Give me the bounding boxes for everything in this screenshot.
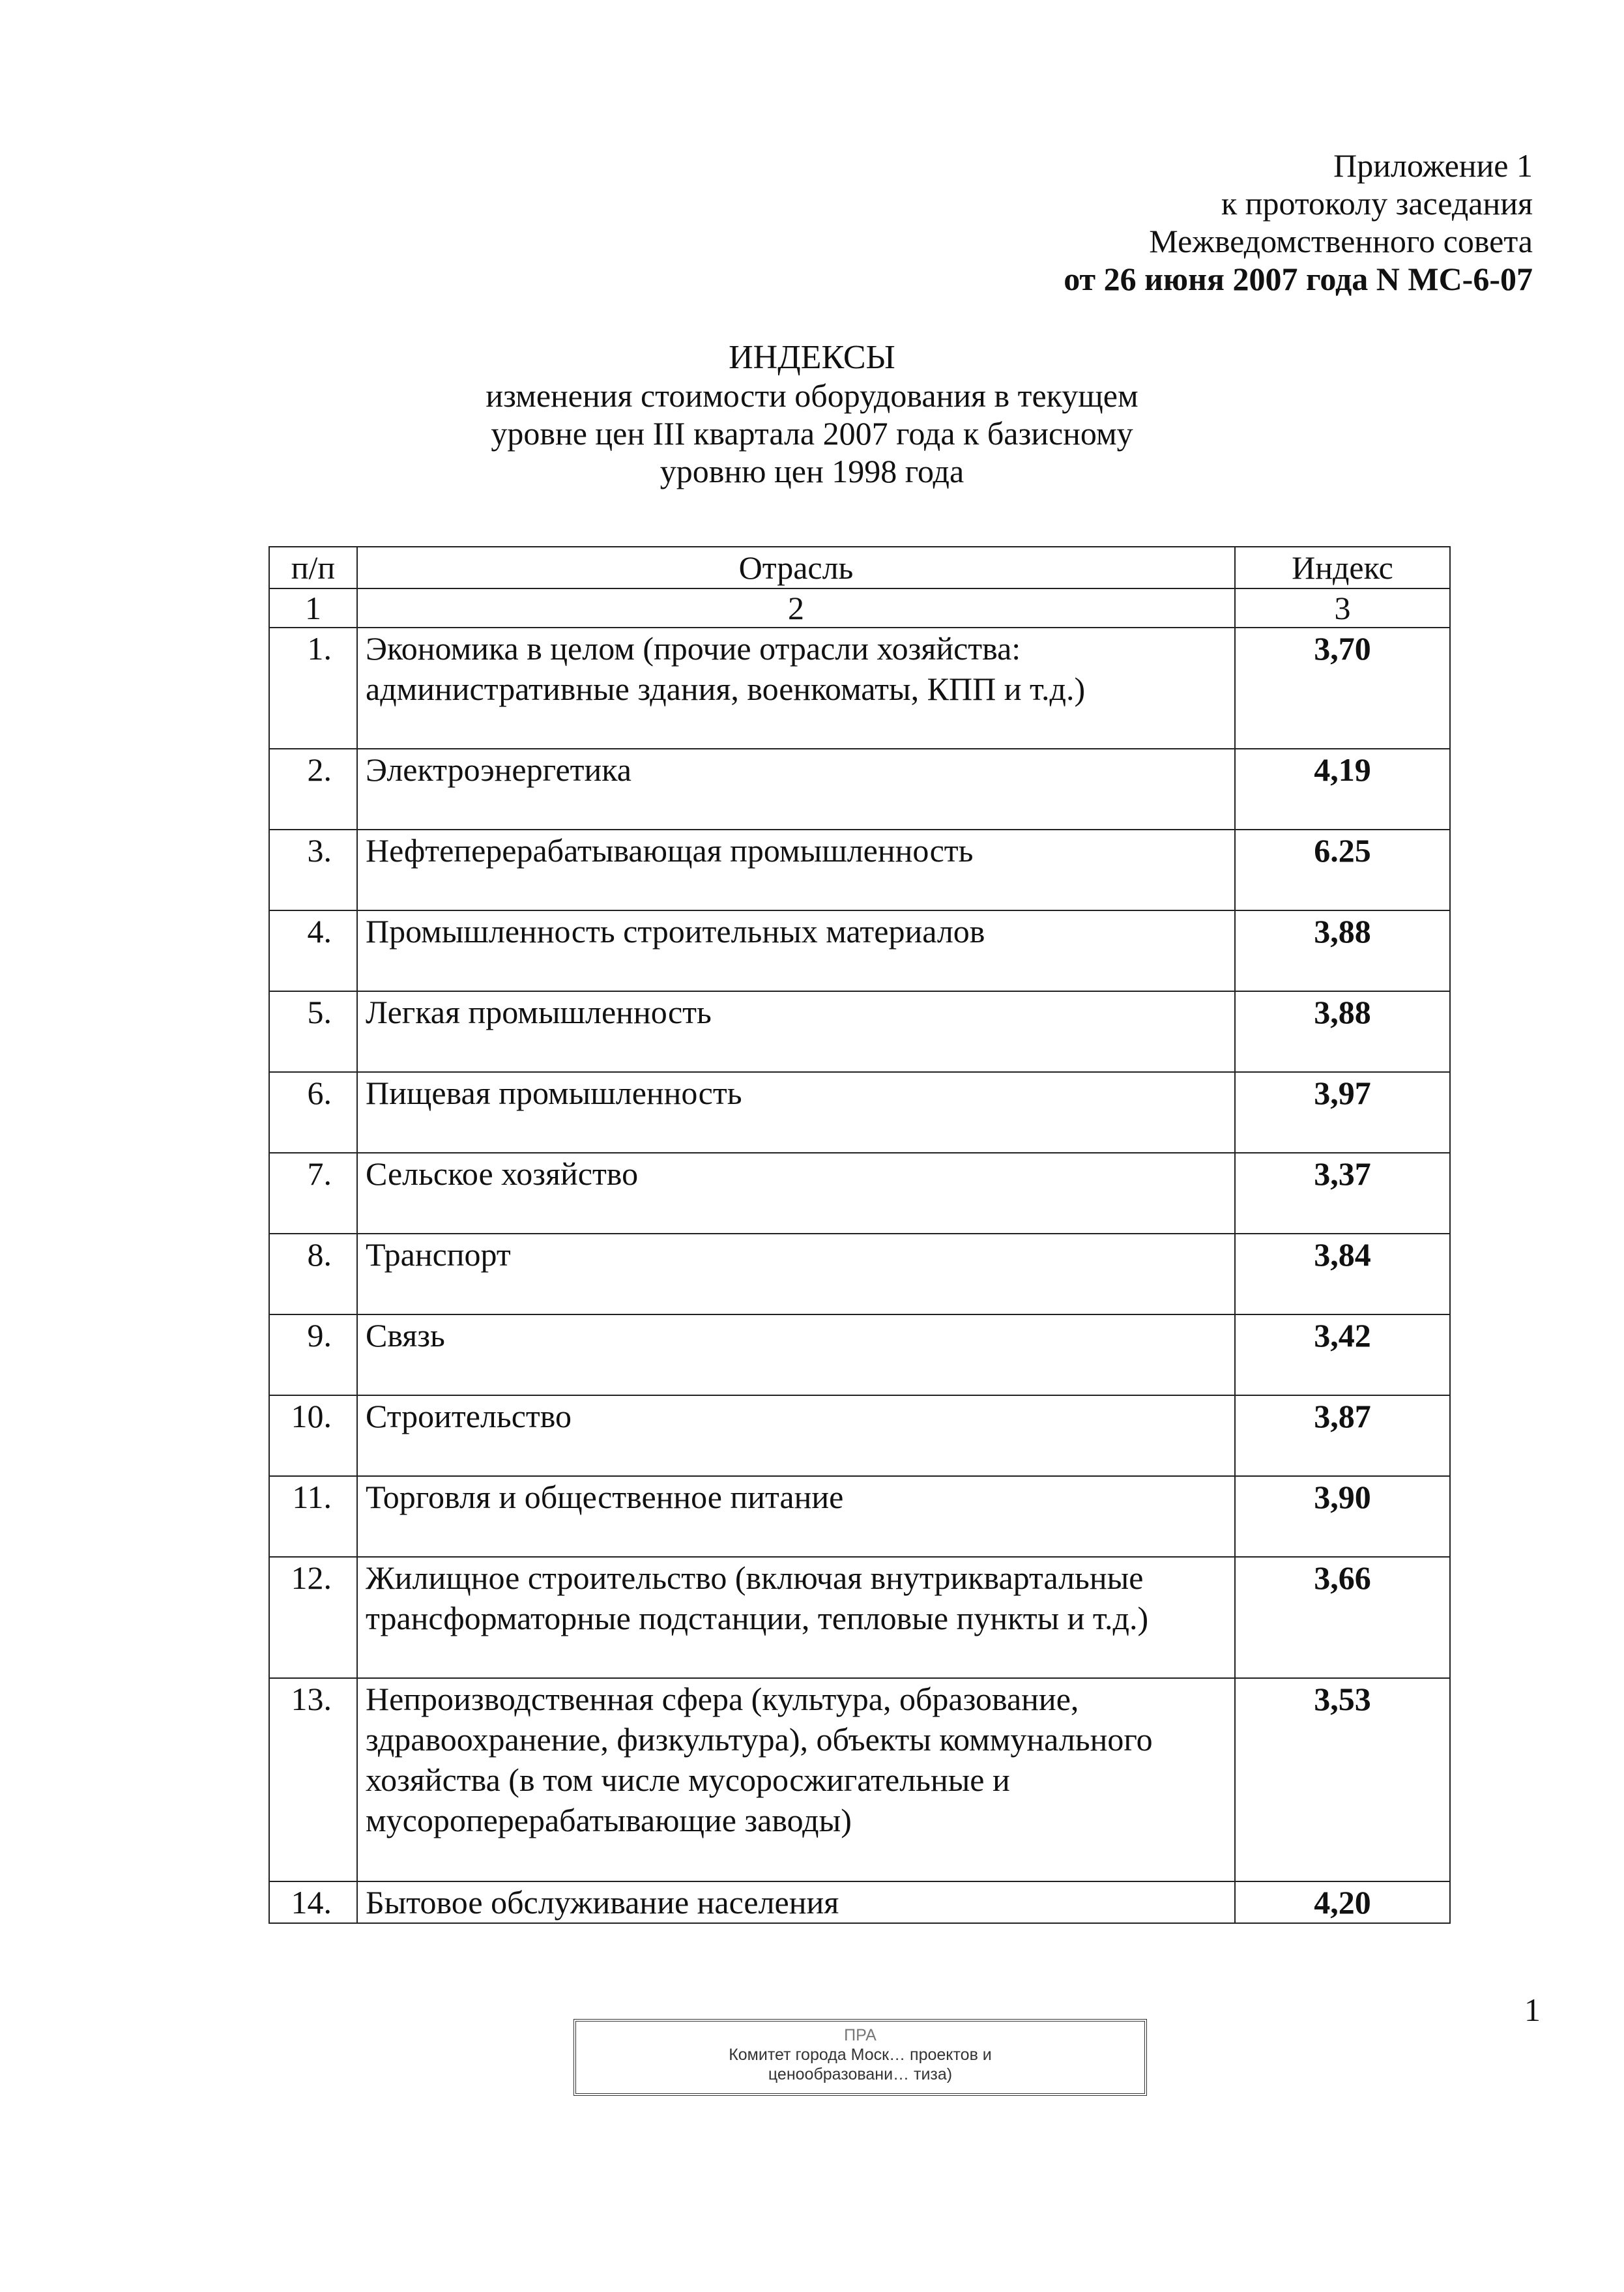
row-sector: Бытовое обслуживание населения	[357, 1881, 1235, 1923]
row-index-value: 3,70	[1235, 628, 1450, 749]
title-subtitle-line-3: уровню цен 1998 года	[660, 453, 964, 489]
title-main: ИНДЕКСЫ	[729, 339, 895, 376]
row-number: 2.	[269, 749, 357, 830]
table-row	[269, 830, 1450, 910]
header-appendix-label: Приложение 1	[1333, 147, 1533, 184]
row-index-value: 3,42	[1235, 1314, 1450, 1395]
row-number: 8.	[269, 1234, 357, 1314]
index-table	[268, 546, 1451, 1924]
column-number-1: 1	[269, 588, 357, 628]
stamp-line-1: ПРА	[844, 2026, 877, 2044]
column-number-2: 2	[357, 588, 1235, 628]
row-sector: Промышленность строительных материалов	[357, 910, 1235, 991]
row-number: 14.	[269, 1881, 357, 1923]
title-subtitle-line-2: уровне цен III квартала 2007 года к базисному	[491, 415, 1133, 452]
row-index-value: 4,19	[1235, 749, 1450, 830]
row-number: 3.	[269, 830, 357, 910]
row-number: 13.	[269, 1678, 357, 1881]
row-number: 7.	[269, 1153, 357, 1234]
document-title	[0, 339, 1624, 490]
row-index-value: 6.25	[1235, 830, 1450, 910]
table-column-numbers-row	[269, 588, 1450, 628]
row-number: 9.	[269, 1314, 357, 1395]
row-sector: Непроизводственная сфера (культура, образование, здравоохранение, физкультура), объекты коммунального хозяйства (в том числе мусоросжигательные и мусороперерабатывающие заводы)	[357, 1678, 1235, 1881]
row-sector: Связь	[357, 1314, 1235, 1395]
table-row	[269, 910, 1450, 991]
header-date-number: от 26 июня 2007 года N МС-6-07	[1064, 261, 1533, 297]
document-header	[1064, 147, 1533, 298]
table-row	[269, 1557, 1450, 1678]
row-number: 11.	[269, 1476, 357, 1557]
registration-stamp	[573, 2019, 1147, 2096]
table-row	[269, 1072, 1450, 1153]
table-row	[269, 628, 1450, 749]
row-sector: Жилищное строительство (включая внутриквартальные трансформаторные подстанции, тепловые пункты и т.д.)	[357, 1557, 1235, 1678]
row-number: 6.	[269, 1072, 357, 1153]
row-index-value: 3,90	[1235, 1476, 1450, 1557]
stamp-line-2: Комитет города Моск… проектов и	[729, 2046, 992, 2064]
row-sector: Сельское хозяйство	[357, 1153, 1235, 1234]
header-council-label: Межведомственного совета	[1149, 223, 1533, 259]
table-header-row	[269, 547, 1450, 588]
row-index-value: 3,66	[1235, 1557, 1450, 1678]
row-sector: Пищевая промышленность	[357, 1072, 1235, 1153]
row-index-value: 4,20	[1235, 1881, 1450, 1923]
row-index-value: 3,87	[1235, 1395, 1450, 1476]
table-row	[269, 1234, 1450, 1314]
row-sector: Торговля и общественное питание	[357, 1476, 1235, 1557]
row-index-value: 3,88	[1235, 910, 1450, 991]
stamp-line-3: ценообразовани… тиза)	[768, 2065, 953, 2083]
row-sector: Строительство	[357, 1395, 1235, 1476]
page-number: 1	[1524, 1992, 1541, 2028]
row-number: 4.	[269, 910, 357, 991]
row-number: 12.	[269, 1557, 357, 1678]
row-number: 5.	[269, 991, 357, 1072]
table-row	[269, 1678, 1450, 1881]
row-sector: Легкая промышленность	[357, 991, 1235, 1072]
row-sector: Экономика в целом (прочие отрасли хозяйства: административные здания, военкоматы, КПП и т.д.)	[357, 628, 1235, 749]
table-row	[269, 1476, 1450, 1557]
row-index-value: 3,37	[1235, 1153, 1450, 1234]
row-index-value: 3,88	[1235, 991, 1450, 1072]
table-row	[269, 1153, 1450, 1234]
title-subtitle-line-1: изменения стоимости оборудования в текущем	[486, 377, 1138, 414]
row-index-value: 3,97	[1235, 1072, 1450, 1153]
row-index-value: 3,84	[1235, 1234, 1450, 1314]
header-index: Индекс	[1235, 547, 1450, 588]
row-sector: Электроэнергетика	[357, 749, 1235, 830]
table-row	[269, 749, 1450, 830]
row-sector: Нефтеперерабатывающая промышленность	[357, 830, 1235, 910]
column-number-3: 3	[1235, 588, 1450, 628]
table-row	[269, 991, 1450, 1072]
row-index-value: 3,53	[1235, 1678, 1450, 1881]
table-row	[269, 1314, 1450, 1395]
table-row	[269, 1881, 1450, 1923]
header-num: п/п	[269, 547, 357, 588]
row-sector: Транспорт	[357, 1234, 1235, 1314]
table-row	[269, 1395, 1450, 1476]
header-sector: Отрасль	[357, 547, 1235, 588]
row-number: 1.	[269, 628, 357, 749]
header-protocol-label: к протоколу заседания	[1221, 185, 1533, 222]
row-number: 10.	[269, 1395, 357, 1476]
